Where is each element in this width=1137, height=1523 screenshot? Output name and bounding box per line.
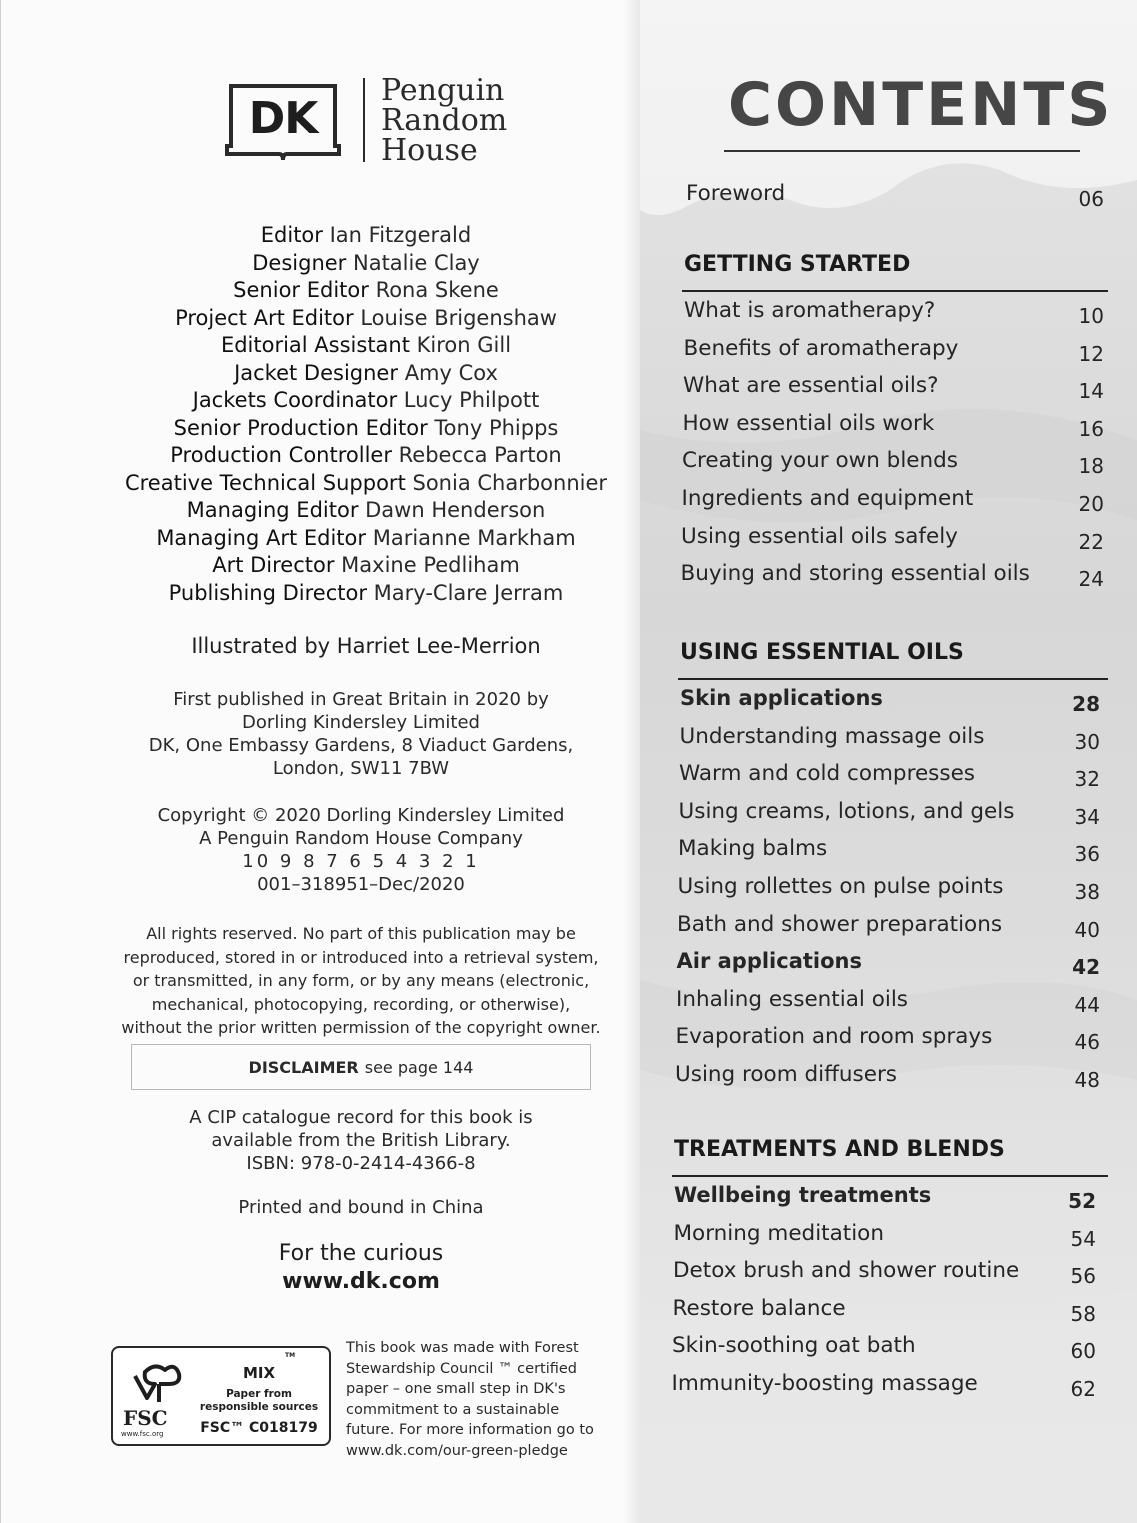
credit-role: Jacket Designer: [234, 360, 398, 385]
toc-entry-page: 58: [1070, 1301, 1096, 1326]
credit-role: Publishing Director: [168, 580, 367, 605]
toc-entry-title: Using creams, lotions, and gels: [678, 798, 1015, 824]
toc-subsection-entry[interactable]: [677, 949, 1101, 983]
contents-title: CONTENTS: [728, 70, 1114, 140]
text-line: reproduced, stored in or introduced into a retrieval system,: [123, 947, 599, 967]
dk-logo-text: DK: [229, 84, 337, 148]
credit-line: [61, 277, 671, 305]
toc-entry[interactable]: [673, 1296, 1097, 1330]
section-heading: TREATMENTS AND BLENDS: [674, 1137, 1005, 1162]
credit-name: Kiron Gill: [416, 333, 512, 357]
toc-entry-title: Restore balance: [672, 1295, 846, 1321]
credit-name: Maxine Pedliham: [341, 553, 520, 577]
toc-entry[interactable]: [684, 336, 1105, 370]
section-rule: [672, 1175, 1108, 1177]
toc-subsection-entry[interactable]: [680, 686, 1100, 720]
rights-statement: [41, 922, 681, 1040]
toc-entry-title: Buying and storing essential oils: [680, 561, 1030, 587]
section-rule: [678, 678, 1108, 680]
toc-entry-page: 34: [1074, 804, 1100, 829]
trademark-mark: TM: [285, 1352, 296, 1359]
credit-role: Art Director: [212, 553, 335, 577]
toc-entry-page: 40: [1074, 917, 1100, 942]
credit-name: Rebecca Parton: [398, 443, 562, 467]
toc-entry[interactable]: [679, 761, 1100, 795]
credit-name: Natalie Clay: [353, 250, 480, 275]
toc-entry-title: Foreword: [686, 181, 786, 206]
text-line: A CIP catalogue record for this book is: [189, 1107, 533, 1128]
section-heading: GETTING STARTED: [684, 252, 911, 277]
toc-entry[interactable]: [678, 836, 1100, 870]
credit-name: Amy Cox: [404, 360, 498, 385]
toc-entry-foreword[interactable]: [686, 181, 1104, 215]
credit-role: Senior Editor: [233, 278, 369, 302]
text-line: paper – one small step in DK's: [346, 1381, 566, 1397]
credit-line: [61, 442, 671, 470]
printed-in: [41, 1196, 681, 1219]
toc-entry-page: 18: [1078, 454, 1104, 479]
toc-entry-page: 48: [1074, 1068, 1100, 1092]
toc-entry-title: Using room diffusers: [675, 1062, 898, 1087]
dk-logo: [223, 78, 345, 164]
fsc-mix-label: MIX: [242, 1364, 276, 1382]
toc-entry[interactable]: [680, 724, 1101, 758]
disclaimer-label: DISCLAIMER: [248, 1057, 359, 1077]
text-line: Dorling Kindersley Limited: [242, 712, 480, 733]
toc-entry[interactable]: [673, 1258, 1096, 1292]
toc-entry-title: How essential oils work: [682, 410, 935, 436]
toc-entry-page: 20: [1078, 492, 1104, 516]
toc-entry-title: Morning meditation: [673, 1220, 884, 1246]
staff-credits: [61, 222, 671, 607]
contents-page: [640, 0, 1137, 1523]
green-pledge-link[interactable]: www.dk.com/our-green-pledge: [346, 1442, 568, 1459]
text-line: mechanical, photocopying, recording, or otherwise),: [151, 994, 571, 1014]
toc-entry-title: Using rollettes on pulse points: [677, 874, 1004, 899]
credit-line: [61, 580, 671, 608]
toc-subsection-entry[interactable]: [674, 1183, 1096, 1217]
text-line: future. For more information go to: [346, 1422, 594, 1438]
toc-entry-title: Immunity-boosting massage: [671, 1371, 978, 1396]
penguin-random-house-wordmark: [381, 73, 508, 168]
text-line: 001–318951–Dec/2020: [257, 874, 465, 895]
toc-entry-page: 16: [1078, 416, 1104, 441]
credit-name: Mary-Clare Jerram: [373, 580, 564, 605]
toc-entry-title: Making balms: [678, 836, 828, 862]
cip-record: [41, 1106, 681, 1175]
credit-line: [61, 305, 671, 333]
toc-entry-page: 24: [1078, 567, 1104, 592]
text-line: Stewardship Council ™ certified: [346, 1360, 578, 1377]
toc-entry[interactable]: [672, 1333, 1096, 1367]
fsc-wordmark: FSC: [123, 1406, 168, 1430]
credit-name: Ian Fitzgerald: [329, 223, 472, 247]
credit-line: [61, 250, 671, 278]
toc-entry[interactable]: [679, 799, 1101, 833]
section-heading: USING ESSENTIAL OILS: [680, 640, 964, 665]
section-rule: [682, 290, 1108, 292]
publisher-logo: [223, 73, 508, 173]
credit-role: Illustrated by: [191, 634, 331, 658]
credit-name: Sonia Charbonnier: [412, 470, 608, 495]
publisher-line: Random: [381, 103, 508, 138]
curious-tagline: [41, 1240, 681, 1296]
toc-entry-page: 28: [1072, 692, 1100, 716]
toc-entry-page: 52: [1068, 1189, 1096, 1213]
credit-line: [61, 387, 671, 415]
toc-entry[interactable]: [678, 874, 1101, 908]
illustrator-credit: [61, 634, 671, 658]
text-line: First published in Great Britain in 2020 by: [173, 689, 549, 710]
text-line: Paper from: [226, 1388, 292, 1400]
toc-entry-page: 54: [1070, 1226, 1096, 1251]
toc-entry-page: 06: [1078, 187, 1104, 211]
credit-name: Louise Brigenshaw: [360, 305, 557, 330]
credit-line: [61, 525, 671, 553]
text-line: Copyright © 2020 Dorling Kindersley Limited: [157, 805, 565, 826]
text-line: or transmitted, in any form, or by any means (electronic,: [132, 971, 590, 990]
credit-name: Harriet Lee-Merrion: [336, 634, 541, 658]
toc-entry[interactable]: [675, 1062, 1100, 1096]
toc-entry[interactable]: [682, 448, 1104, 482]
text-line: A Penguin Random House Company: [199, 828, 523, 849]
open-book-icon: [225, 144, 341, 162]
credit-line: [61, 552, 671, 580]
credit-name: Marianne Markham: [372, 525, 576, 550]
tagline: For the curious: [278, 1241, 444, 1266]
fsc-website: www.fsc.org: [121, 1430, 164, 1438]
fsc-certification-logo: [111, 1346, 331, 1446]
credit-line: [61, 332, 671, 360]
toc-entry-page: 12: [1078, 341, 1104, 366]
text-line: without the prior written permission of the copyright owner.: [121, 1018, 601, 1037]
toc-entry-title: Evaporation and room sprays: [675, 1024, 993, 1050]
toc-entry-title: Skin applications: [680, 686, 883, 710]
text-line: available from the British Library.: [211, 1130, 511, 1151]
toc-entry-title: Detox brush and shower routine: [673, 1258, 1020, 1284]
toc-entry[interactable]: [683, 411, 1105, 445]
toc-entry-page: 10: [1078, 304, 1104, 328]
credit-role: Managing Editor: [186, 498, 359, 522]
disclaimer-text: see page 144: [364, 1057, 474, 1077]
toc-entry-title: What is aromatherapy?: [684, 298, 936, 323]
text-line: responsible sources: [199, 1401, 319, 1413]
toc-entry-page: 44: [1074, 992, 1100, 1017]
toc-entry-title: Benefits of aromatherapy: [683, 335, 959, 361]
toc-entry-page: 30: [1074, 729, 1100, 754]
toc-entry[interactable]: [672, 1371, 1097, 1405]
toc-entry-title: Creating your own blends: [682, 448, 958, 474]
credit-role: Production Controller: [170, 443, 392, 467]
publisher-line: House: [381, 133, 478, 168]
toc-entry[interactable]: [681, 524, 1104, 558]
toc-entry-page: 14: [1078, 379, 1104, 404]
credit-role: Designer: [252, 250, 347, 275]
fsc-paper-label: [193, 1388, 325, 1414]
toc-entry-title: Warm and cold compresses: [679, 761, 976, 787]
green-pledge-text: [346, 1338, 616, 1461]
text-line: London, SW11 7BW: [272, 758, 450, 779]
text-line: All rights reserved. No part of this publication may be: [146, 924, 576, 943]
credit-line: [61, 415, 671, 443]
toc-entry-page: 36: [1074, 842, 1100, 867]
toc-entry-title: Air applications: [676, 949, 862, 974]
toc-entry-page: 38: [1074, 880, 1100, 904]
isbn: ISBN: 978-0-2414-4366-8: [246, 1153, 476, 1174]
website-link[interactable]: www.dk.com: [282, 1269, 440, 1294]
toc-entry-title: Using essential oils safely: [681, 523, 958, 549]
credit-role: Managing Art Editor: [156, 525, 367, 550]
disclaimer-box: [131, 1044, 591, 1090]
credit-role: Creative Technical Support: [124, 470, 406, 495]
toc-entry[interactable]: [676, 1024, 1101, 1058]
toc-entry-page: 56: [1070, 1264, 1096, 1289]
logo-divider: [363, 78, 365, 162]
credit-line: [61, 360, 671, 388]
toc-entry[interactable]: [674, 1221, 1097, 1255]
toc-entry[interactable]: [677, 912, 1100, 946]
toc-entry-page: 22: [1078, 529, 1104, 554]
fsc-tree-icon: [121, 1354, 187, 1414]
credit-line: [61, 222, 671, 250]
toc-entry[interactable]: [676, 987, 1100, 1021]
toc-entry-page: 60: [1070, 1339, 1096, 1364]
toc-entry-title: Inhaling essential oils: [676, 986, 908, 1012]
publication-info: [41, 688, 681, 780]
title-rule: [724, 150, 1080, 152]
credit-name: Lucy Philpott: [403, 388, 540, 412]
toc-entry[interactable]: [683, 373, 1104, 407]
credit-role: Editorial Assistant: [220, 333, 410, 357]
publisher-line: Penguin: [381, 73, 505, 108]
credit-role: Jackets Coordinator: [192, 388, 398, 412]
credit-role: Senior Production Editor: [173, 415, 428, 440]
toc-entry-title: Bath and shower preparations: [677, 911, 1003, 937]
credit-name: Rona Skene: [375, 278, 499, 302]
credit-name: Tony Phipps: [434, 415, 559, 440]
copyright-info: [41, 804, 681, 896]
text-line: DK, One Embassy Gardens, 8 Viaduct Gardens,: [148, 735, 574, 756]
toc-entry[interactable]: [681, 561, 1105, 595]
text-line: 10 9 8 7 6 5 4 3 2 1: [242, 851, 480, 872]
credit-role: Editor: [260, 223, 323, 247]
toc-entry-title: Skin-soothing oat bath: [672, 1333, 916, 1359]
credit-role: Project Art Editor: [175, 305, 354, 330]
toc-entry-page: 32: [1074, 767, 1100, 792]
credit-line: [61, 497, 671, 525]
toc-entry-title: What are essential oils?: [683, 373, 939, 399]
toc-entry-title: Ingredients and equipment: [681, 486, 974, 511]
toc-entry-page: 46: [1074, 1030, 1100, 1055]
credit-line: [61, 470, 671, 498]
fsc-license-code: FSC™ C018179: [200, 1420, 318, 1436]
toc-entry[interactable]: [684, 298, 1104, 332]
text-line: Printed and bound in China: [238, 1197, 484, 1218]
toc-entry-title: Understanding massage oils: [679, 723, 985, 749]
text-line: This book was made with Forest: [346, 1340, 579, 1356]
toc-entry-page: 42: [1072, 955, 1100, 980]
toc-entry-page: 62: [1070, 1377, 1096, 1401]
toc-entry[interactable]: [682, 486, 1105, 520]
toc-entry-title: Wellbeing treatments: [674, 1183, 932, 1207]
text-line: commitment to a sustainable: [346, 1401, 560, 1418]
credit-name: Dawn Henderson: [365, 498, 546, 522]
